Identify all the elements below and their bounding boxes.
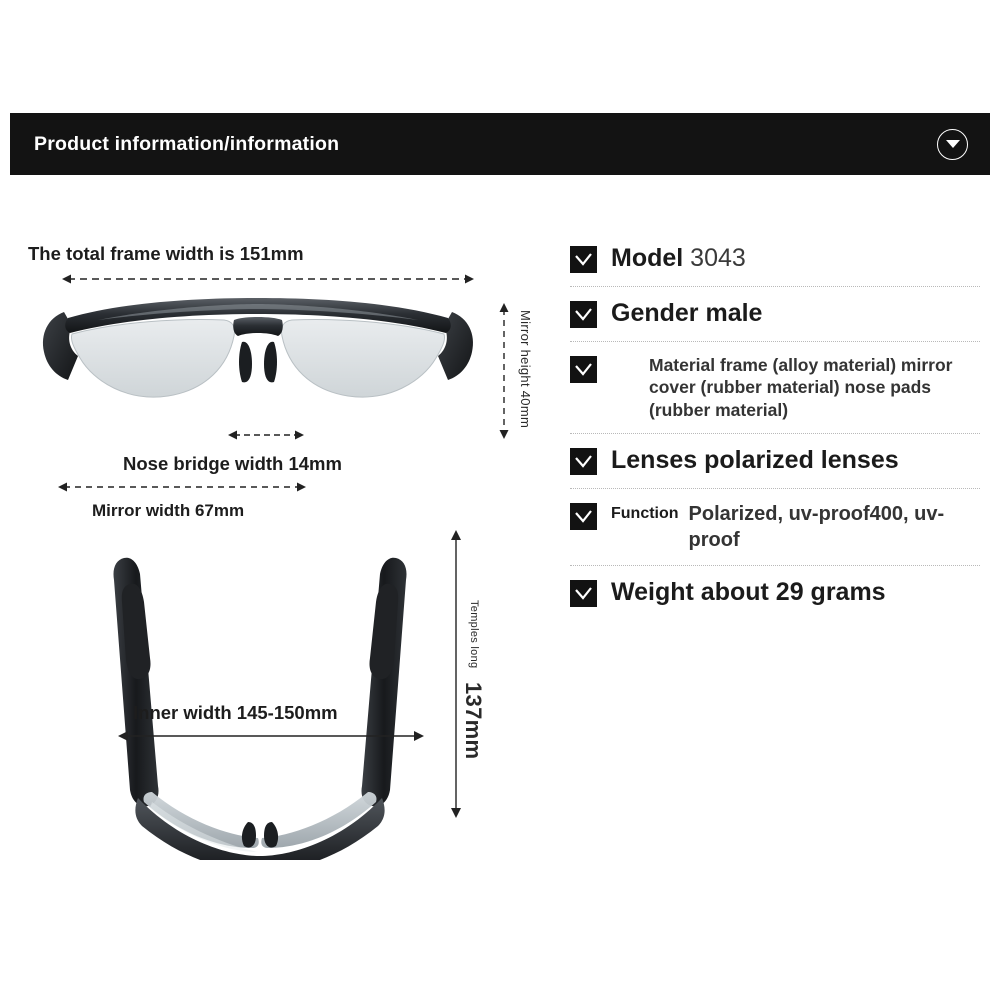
mirror-height-arrow-icon — [498, 303, 510, 439]
check-icon — [570, 503, 597, 530]
nose-bridge-width-label: Nose bridge width 14mm — [123, 453, 342, 474]
mirror-height-label: Mirror height 40mm — [518, 310, 533, 429]
inner-width-label: Inner width 145-150mm — [133, 702, 338, 723]
spec-row-material — [570, 341, 980, 433]
check-icon — [570, 448, 597, 475]
spec-value-material: Material frame (alloy material) mirror cover (rubber material) nose pads (rubber material) — [649, 355, 953, 420]
specification-list — [570, 232, 980, 620]
spec-label-weight: Weight about 29 grams — [611, 578, 886, 607]
mirror-width-arrow-icon — [58, 481, 306, 493]
product-diagrams — [0, 185, 550, 925]
total-width-arrow-icon — [62, 273, 474, 285]
spec-label-gender: Gender male — [611, 299, 763, 328]
temples-length-arrow-icon — [450, 530, 462, 818]
spec-row-gender — [570, 286, 980, 341]
spec-row-lenses — [570, 433, 980, 488]
temples-length-value: 137mm — [461, 682, 486, 760]
spec-row-model — [570, 232, 980, 286]
spec-label-function: Function — [611, 505, 679, 523]
sunglasses-front-view-image — [28, 290, 488, 425]
check-icon — [570, 356, 597, 383]
check-icon — [570, 246, 597, 273]
check-icon — [570, 580, 597, 607]
chevron-down-icon[interactable] — [937, 129, 968, 160]
spec-row-function — [570, 488, 980, 565]
sunglasses-top-view-image — [90, 540, 430, 860]
spec-row-weight — [570, 565, 980, 620]
spec-label-model: Model — [611, 244, 684, 273]
spec-label-lenses: Lenses polarized lenses — [611, 446, 899, 475]
product-information-header[interactable] — [10, 113, 990, 175]
page-title: Product information/information — [34, 132, 340, 155]
inner-width-arrow-icon — [118, 730, 424, 742]
spec-value-function: Polarized, uv-proof400, uv-proof — [688, 503, 945, 552]
spec-value-model: 3043 — [690, 244, 746, 273]
total-frame-width-label: The total frame width is 151mm — [28, 243, 304, 264]
check-icon — [570, 301, 597, 328]
nose-bridge-arrow-icon — [228, 429, 304, 441]
temples-long-label: Temples long — [468, 600, 480, 669]
mirror-width-label: Mirror width 67mm — [92, 501, 245, 520]
